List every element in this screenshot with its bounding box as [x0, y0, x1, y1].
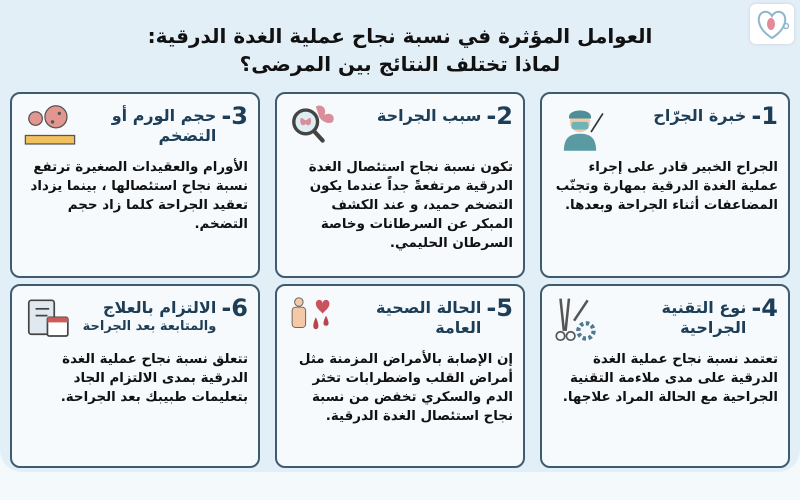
footer-strip	[0, 474, 800, 500]
card-number: 1-	[751, 102, 778, 130]
surgeon-icon	[552, 102, 608, 152]
factor-card-tumor-size	[10, 92, 260, 278]
card-title: نوع التقنية الجراحية	[661, 298, 747, 337]
card-body: تتعلق نسبة نجاح عملية الغدة الدرقية بمدى الالتزام الجاد بتعليمات طبيبك بعد الجراحة.	[60, 352, 248, 405]
factor-card-surgery-reason	[275, 92, 525, 278]
thyroid-magnifier-icon	[287, 102, 343, 152]
logo	[750, 4, 794, 44]
factor-card-treatment-adherence	[10, 284, 260, 468]
page-title	[80, 22, 720, 78]
title-line-2: لماذا تختلف النتائج بين المرضى؟	[239, 52, 561, 76]
card-body: تكون نسبة نجاح استئصال الغدة الدرقية مرتفعةً جداً عندما يكون التضخم حميد، و عند الكشف المبكر عن السرطانات وخاصة السرطان الحليمي.	[308, 160, 513, 251]
card-title: حجم الورم أو التضخم	[111, 106, 217, 145]
card-body: الجراح الخبير قادر على إجراء عملية الغدة الدرقية بمهارة وتجنّب المضاعفات أثناء الجراحة وبعدها.	[555, 160, 778, 213]
card-number: 2-	[486, 102, 513, 130]
card-body: تعتمد نسبة نجاح عملية الغدة الدرقية على مدى ملاءمة التقنية الجراحية مع الحالة المراد علاجها.	[562, 352, 778, 405]
clipboard-calendar-icon	[22, 294, 78, 344]
card-title: خبرة الجرّاح	[653, 106, 747, 125]
title-line-1: العوامل المؤثرة في نسبة نجاح عملية الغدة الدرقية:	[147, 24, 653, 48]
card-number: 3-	[221, 102, 248, 130]
factor-card-surgeon-experience	[540, 92, 790, 278]
nodules-ruler-icon	[22, 102, 78, 152]
card-title: سبب الجراحة	[376, 106, 482, 125]
card-number: 4-	[751, 294, 778, 322]
card-number: 5-	[486, 294, 513, 322]
surgical-tools-icon	[552, 294, 608, 344]
card-title: الالتزام بالعلاج	[102, 298, 217, 317]
card-subtitle: والمتابعة بعد الجراحة	[82, 319, 217, 334]
card-body: إن الإصابة بالأمراض المزمنة مثل أمراض القلب واضطرابات تخثر الدم والسكري تخفض من نسبة نجاح استئصال الغدة الدرقية.	[298, 352, 513, 424]
health-status-icon	[287, 294, 343, 344]
factor-card-surgical-technique	[540, 284, 790, 468]
factor-card-general-health	[275, 284, 525, 468]
card-title: الحالة الصحية العامة	[375, 298, 482, 337]
card-number: 6-	[221, 294, 248, 322]
card-body: الأورام والعقيدات الصغيرة ترتفع نسبة نجاح استئصالها ، بينما يزداد تعقيد الجراحة كلما زاد حجم التضخم.	[30, 160, 248, 232]
